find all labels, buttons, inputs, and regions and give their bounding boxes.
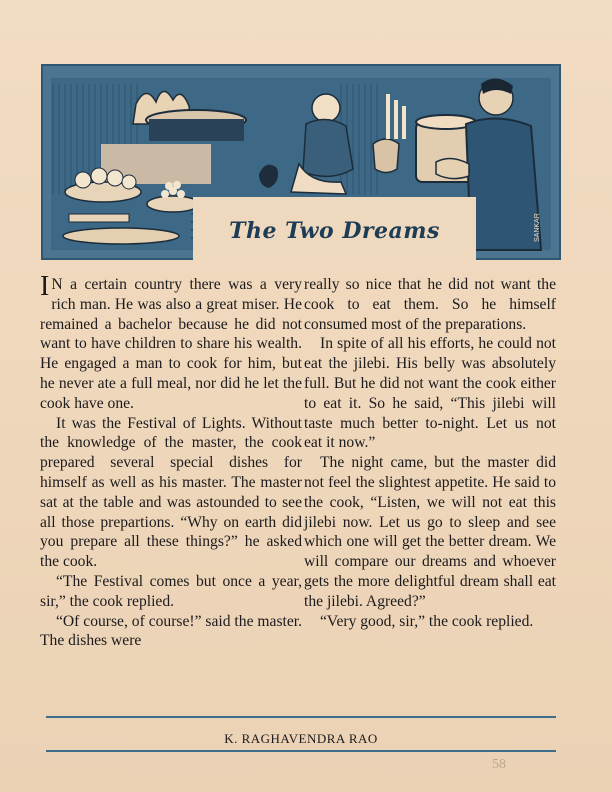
paragraph: It was the Festival of Lights. Without the knowledge of the master, the cook prepared several special dishes for himself as well as his master. The master sat at the table and was astounded to see all those prepartions. “Why on earth did you prepare all these things?” he asked the cook. [40, 414, 302, 571]
story-title: The Two Dreams [229, 218, 440, 244]
artist-signature: SANKAR [534, 213, 541, 242]
drop-cap: I [40, 271, 50, 302]
top-divider [46, 716, 556, 718]
paragraph: “The Festival comes but once a year, sir,” the cook replied. [40, 572, 302, 610]
paragraph: In spite of all his efforts, he could not eat the jilebi. His belly was absolutely full. But he did not want the cook either to eat it. So he said, “This jilebi will taste much better to-night. Let us not eat it now.” [304, 335, 556, 452]
right-column [304, 275, 556, 631]
paragraph: “Very good, sir,” the cook replied. [320, 612, 534, 630]
author-byline: K. RAGHAVENDRA RAO [224, 731, 378, 746]
page-number: 58 [492, 757, 506, 772]
left-column [40, 271, 302, 651]
paragraph: I N a certain country there was a very rich man. He was also a great miser. He remained a bachelor because he did not want to have children to share his wealth. He engaged a man to cook for him, but he never ate a full meal, nor did he let the cook have one. [40, 271, 302, 412]
paragraph: really so nice that he did not want the cook to eat them. So he himself consumed most of the preparations. [304, 276, 556, 333]
paragraph: “Of course, of course!” said the master. The dishes were [40, 612, 302, 650]
paragraph: The night came, but the master did not feel the slightest appetite. He said to the cook, “Listen, we will not eat this jilebi now. Let us go to sleep and see which one will get the better dream. We will compare our dreams and whoever gets the more delightful dream shall eat the jilebi. Agreed?” [304, 454, 556, 610]
bottom-divider [46, 750, 556, 752]
